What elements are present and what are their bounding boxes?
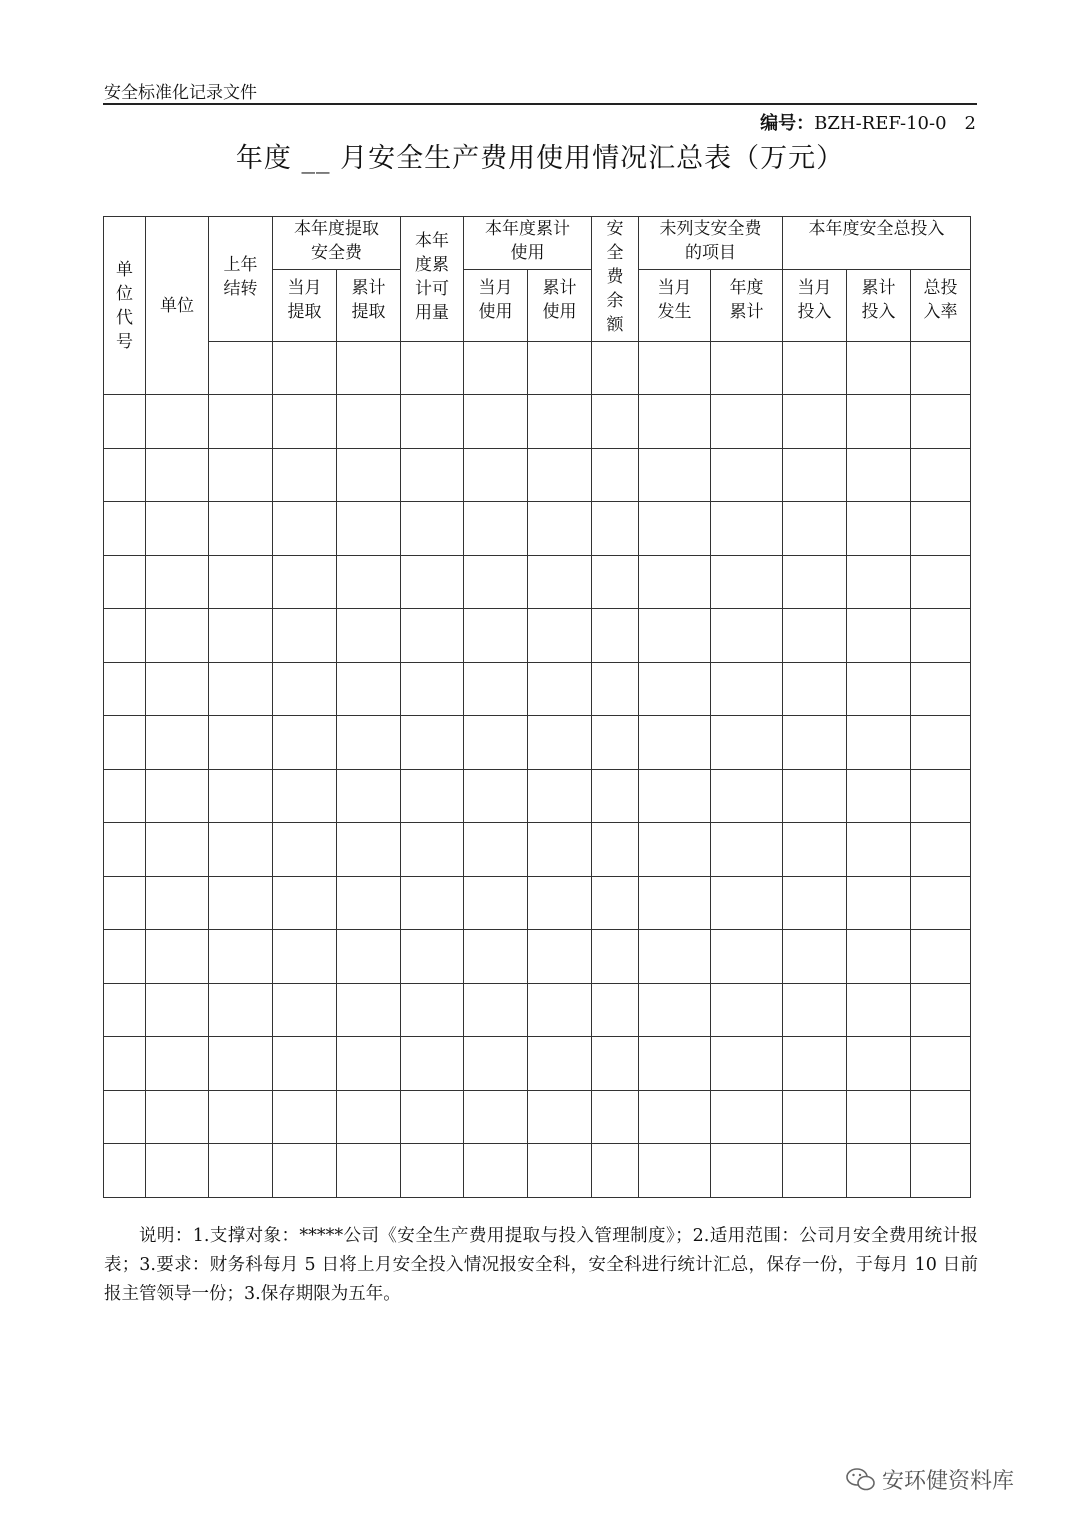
- table-cell[interactable]: [146, 555, 209, 609]
- table-cell[interactable]: [783, 395, 847, 449]
- table-row: [104, 448, 971, 502]
- table-cell[interactable]: [911, 983, 971, 1037]
- table-cell[interactable]: [401, 555, 464, 609]
- table-cell[interactable]: [401, 448, 464, 502]
- table-cell[interactable]: [783, 555, 847, 609]
- table-cell[interactable]: [337, 395, 401, 449]
- table-cell[interactable]: [911, 555, 971, 609]
- table-cell[interactable]: [528, 555, 592, 609]
- table-cell[interactable]: [401, 823, 464, 877]
- table-cell[interactable]: [209, 1037, 273, 1091]
- table-cell[interactable]: [783, 502, 847, 556]
- table-cell[interactable]: [104, 930, 146, 984]
- table-cell[interactable]: [528, 769, 592, 823]
- table-cell[interactable]: [104, 1090, 146, 1144]
- code-label: 编号：: [760, 113, 815, 134]
- table-cell[interactable]: [639, 1144, 711, 1198]
- table-row: [104, 662, 971, 716]
- table-cell[interactable]: [273, 930, 337, 984]
- table-cell[interactable]: [783, 609, 847, 663]
- table-cell[interactable]: [273, 716, 337, 770]
- table-cell[interactable]: [146, 448, 209, 502]
- table-cell[interactable]: [209, 930, 273, 984]
- table-cell[interactable]: [146, 876, 209, 930]
- table-cell[interactable]: [783, 1144, 847, 1198]
- table-cell[interactable]: [592, 555, 639, 609]
- table-cell[interactable]: [337, 502, 401, 556]
- table-cell[interactable]: [104, 662, 146, 716]
- table-cell[interactable]: [711, 823, 783, 877]
- table-cell[interactable]: [464, 983, 528, 1037]
- header-unit-code: 单 位 代 号: [104, 217, 146, 395]
- table-cell[interactable]: [209, 395, 273, 449]
- header-unit: 单位: [146, 217, 209, 395]
- subheader-cell: 总投 入率: [911, 270, 971, 342]
- table-cell[interactable]: [711, 609, 783, 663]
- table-cell[interactable]: [337, 716, 401, 770]
- table-cell[interactable]: [273, 448, 337, 502]
- table-cell[interactable]: [592, 662, 639, 716]
- table-cell[interactable]: [146, 395, 209, 449]
- table-cell[interactable]: [104, 1037, 146, 1091]
- subheader-cell: 累计 提取: [337, 270, 401, 342]
- table-cell[interactable]: [711, 395, 783, 449]
- table-cell[interactable]: [639, 876, 711, 930]
- table-cell[interactable]: [337, 930, 401, 984]
- table-cell[interactable]: [711, 769, 783, 823]
- page-title: 年度 __ 月安全生产费用使用情况汇总表（万元）: [235, 143, 845, 174]
- table-cell[interactable]: [911, 1090, 971, 1144]
- table-cell[interactable]: [528, 716, 592, 770]
- subheader-cell: 累计 使用: [528, 270, 592, 342]
- table-cell[interactable]: [464, 502, 528, 556]
- table-cell[interactable]: [783, 769, 847, 823]
- header-used: 本年度累计 使用: [464, 217, 592, 270]
- table-row: [104, 609, 971, 663]
- table-cell[interactable]: [711, 1090, 783, 1144]
- table-row: [104, 555, 971, 609]
- document-type-header: 安全标准化记录文件: [104, 83, 257, 103]
- table-cell[interactable]: [592, 1144, 639, 1198]
- table-cell[interactable]: [209, 609, 273, 663]
- table-cell[interactable]: [146, 983, 209, 1037]
- table-cell[interactable]: [401, 1090, 464, 1144]
- table-cell[interactable]: [401, 876, 464, 930]
- table-cell[interactable]: [592, 342, 639, 395]
- table-cell[interactable]: [104, 983, 146, 1037]
- table-row: [104, 395, 971, 449]
- table-cell[interactable]: [911, 876, 971, 930]
- table-cell[interactable]: [273, 876, 337, 930]
- table-cell[interactable]: [639, 716, 711, 770]
- table-cell[interactable]: [528, 823, 592, 877]
- table-cell[interactable]: [592, 823, 639, 877]
- table-cell[interactable]: [401, 609, 464, 663]
- table-cell[interactable]: [337, 609, 401, 663]
- table-cell[interactable]: [209, 876, 273, 930]
- table-cell[interactable]: [711, 930, 783, 984]
- table-cell[interactable]: [146, 823, 209, 877]
- table-cell[interactable]: [146, 1144, 209, 1198]
- subheader-cell: 当月 投入: [783, 270, 847, 342]
- table-cell[interactable]: [783, 876, 847, 930]
- table-cell[interactable]: [209, 983, 273, 1037]
- table-cell[interactable]: [711, 448, 783, 502]
- table-row: [104, 1037, 971, 1091]
- table-cell[interactable]: [711, 876, 783, 930]
- table-cell[interactable]: [337, 769, 401, 823]
- table-row: [104, 769, 971, 823]
- watermark: [846, 1464, 1014, 1495]
- table-row: [104, 716, 971, 770]
- table-cell[interactable]: [783, 930, 847, 984]
- table-cell[interactable]: [337, 876, 401, 930]
- table-cell[interactable]: [847, 448, 911, 502]
- table-cell[interactable]: [847, 876, 911, 930]
- table-row: [104, 1090, 971, 1144]
- table-cell[interactable]: [592, 609, 639, 663]
- table-cell[interactable]: [528, 395, 592, 449]
- table-cell[interactable]: [464, 662, 528, 716]
- table-cell[interactable]: [639, 769, 711, 823]
- table-cell[interactable]: [273, 502, 337, 556]
- table-cell[interactable]: [847, 983, 911, 1037]
- table-cell[interactable]: [104, 716, 146, 770]
- table-cell[interactable]: [847, 662, 911, 716]
- table-cell[interactable]: [911, 1144, 971, 1198]
- subheader-cell: 年度 累计: [711, 270, 783, 342]
- table-cell[interactable]: [528, 983, 592, 1037]
- table-cell[interactable]: [847, 930, 911, 984]
- table-cell[interactable]: [592, 769, 639, 823]
- table-cell[interactable]: [146, 769, 209, 823]
- table-cell[interactable]: [401, 502, 464, 556]
- table-cell[interactable]: [104, 823, 146, 877]
- table-cell[interactable]: [337, 342, 401, 395]
- table-cell[interactable]: [911, 662, 971, 716]
- table-cell[interactable]: [639, 395, 711, 449]
- table-cell[interactable]: [464, 716, 528, 770]
- table-cell[interactable]: [146, 609, 209, 663]
- table-cell[interactable]: [592, 1090, 639, 1144]
- table-cell[interactable]: [146, 662, 209, 716]
- table-cell[interactable]: [592, 983, 639, 1037]
- table-cell[interactable]: [847, 716, 911, 770]
- header-extracted: 本年度提取 安全费: [273, 217, 401, 270]
- table-cell[interactable]: [464, 769, 528, 823]
- table-cell[interactable]: [337, 1090, 401, 1144]
- table-cell[interactable]: [104, 769, 146, 823]
- table-cell[interactable]: [337, 662, 401, 716]
- table-cell[interactable]: [337, 1037, 401, 1091]
- table-cell[interactable]: [711, 342, 783, 395]
- table-cell[interactable]: [273, 1144, 337, 1198]
- table-cell[interactable]: [711, 716, 783, 770]
- table-cell[interactable]: [639, 1037, 711, 1091]
- table-row: [104, 502, 971, 556]
- table-cell[interactable]: [639, 342, 711, 395]
- table-cell[interactable]: [209, 716, 273, 770]
- table-cell[interactable]: [273, 823, 337, 877]
- table-cell[interactable]: [273, 395, 337, 449]
- table-cell[interactable]: [146, 930, 209, 984]
- table-cell[interactable]: [401, 930, 464, 984]
- table-cell[interactable]: [528, 342, 592, 395]
- table-cell[interactable]: [847, 555, 911, 609]
- table-cell[interactable]: [528, 502, 592, 556]
- table-cell[interactable]: [273, 555, 337, 609]
- table-cell[interactable]: [146, 1090, 209, 1144]
- table-cell[interactable]: [273, 342, 337, 395]
- table-cell[interactable]: [639, 609, 711, 663]
- table-cell[interactable]: [847, 1037, 911, 1091]
- table-cell[interactable]: [104, 448, 146, 502]
- table-cell[interactable]: [592, 395, 639, 449]
- table-cell[interactable]: [847, 502, 911, 556]
- table-cell[interactable]: [847, 823, 911, 877]
- table-cell[interactable]: [639, 502, 711, 556]
- table-cell[interactable]: [783, 1090, 847, 1144]
- table-cell[interactable]: [273, 1090, 337, 1144]
- table-row: [104, 983, 971, 1037]
- table-cell[interactable]: [711, 1144, 783, 1198]
- table-cell[interactable]: [783, 662, 847, 716]
- code-value: BZH-REF-10-0 2: [814, 113, 976, 134]
- table-cell[interactable]: [711, 502, 783, 556]
- table-cell[interactable]: [401, 769, 464, 823]
- table-cell[interactable]: [401, 716, 464, 770]
- header-last-year-carryover: 上年 结转: [209, 217, 273, 342]
- header-balance: 安 全 费 余 额: [592, 217, 639, 342]
- table-cell[interactable]: [104, 395, 146, 449]
- table-cell[interactable]: [711, 662, 783, 716]
- table-cell[interactable]: [528, 1144, 592, 1198]
- table-cell[interactable]: [639, 930, 711, 984]
- table-cell[interactable]: [711, 1037, 783, 1091]
- table-cell[interactable]: [911, 342, 971, 395]
- table-cell[interactable]: [146, 1037, 209, 1091]
- table-cell[interactable]: [639, 662, 711, 716]
- table-cell[interactable]: [783, 823, 847, 877]
- table-cell[interactable]: [401, 1037, 464, 1091]
- table-cell[interactable]: [639, 448, 711, 502]
- table-cell[interactable]: [592, 502, 639, 556]
- table-cell[interactable]: [464, 342, 528, 395]
- table-cell[interactable]: [592, 716, 639, 770]
- table-cell[interactable]: [783, 983, 847, 1037]
- table-cell[interactable]: [401, 395, 464, 449]
- table-cell[interactable]: [209, 662, 273, 716]
- table-cell[interactable]: [711, 555, 783, 609]
- table-cell[interactable]: [209, 823, 273, 877]
- table-cell[interactable]: [337, 823, 401, 877]
- table-cell[interactable]: [464, 823, 528, 877]
- table-cell[interactable]: [911, 930, 971, 984]
- table-cell[interactable]: [711, 983, 783, 1037]
- table-cell[interactable]: [911, 502, 971, 556]
- table-row: [104, 930, 971, 984]
- table-cell[interactable]: [639, 555, 711, 609]
- table-cell[interactable]: [528, 930, 592, 984]
- table-row: [104, 1144, 971, 1198]
- table-cell[interactable]: [847, 769, 911, 823]
- table-cell[interactable]: [464, 1144, 528, 1198]
- header-unlisted-items: 未列支安全费 的项目: [639, 217, 783, 270]
- table-cell[interactable]: [528, 1037, 592, 1091]
- table-cell[interactable]: [273, 1037, 337, 1091]
- table-cell[interactable]: [273, 662, 337, 716]
- table-cell[interactable]: [911, 448, 971, 502]
- subheader-cell: 累计 投入: [847, 270, 911, 342]
- table-cell[interactable]: [528, 1090, 592, 1144]
- table-cell[interactable]: [847, 342, 911, 395]
- table-cell[interactable]: [209, 1090, 273, 1144]
- table-cell[interactable]: [592, 1037, 639, 1091]
- table-cell[interactable]: [273, 609, 337, 663]
- table-cell[interactable]: [273, 983, 337, 1037]
- table-cell[interactable]: [146, 502, 209, 556]
- header-divider: [103, 103, 977, 105]
- table-cell[interactable]: [273, 769, 337, 823]
- table-cell[interactable]: [528, 662, 592, 716]
- table-cell[interactable]: [783, 342, 847, 395]
- table-cell[interactable]: [337, 555, 401, 609]
- subheader-cell: 当月 提取: [273, 270, 337, 342]
- table-cell[interactable]: [337, 1144, 401, 1198]
- table-cell[interactable]: [528, 448, 592, 502]
- table-cell[interactable]: [104, 502, 146, 556]
- table-cell[interactable]: [911, 1037, 971, 1091]
- table-cell[interactable]: [847, 609, 911, 663]
- table-cell[interactable]: [104, 1144, 146, 1198]
- table-cell[interactable]: [847, 395, 911, 449]
- table-cell[interactable]: [209, 1144, 273, 1198]
- table-cell[interactable]: [847, 1090, 911, 1144]
- table-cell[interactable]: [911, 769, 971, 823]
- table-cell[interactable]: [401, 983, 464, 1037]
- table-cell[interactable]: [639, 983, 711, 1037]
- table-cell[interactable]: [528, 876, 592, 930]
- table-cell[interactable]: [783, 1037, 847, 1091]
- table-cell[interactable]: [464, 609, 528, 663]
- table-cell[interactable]: [464, 1090, 528, 1144]
- subheader-cell: 当月 发生: [639, 270, 711, 342]
- wechat-icon: [846, 1467, 876, 1493]
- table-cell[interactable]: [911, 823, 971, 877]
- table-cell[interactable]: [464, 930, 528, 984]
- watermark-text: 安环健资料库: [882, 1469, 1015, 1494]
- table-cell[interactable]: [209, 342, 273, 395]
- table-cell[interactable]: [464, 876, 528, 930]
- table-cell[interactable]: [783, 716, 847, 770]
- table-cell[interactable]: [401, 1144, 464, 1198]
- note-text: 说明：1.支撑对象：*****公司《安全生产费用提取与投入管理制度》；2.适用范围：公司月安全费用统计报表；3.要求：财务科每月 5 日将上月安全投入情况报安全科，安全科进行统计汇总，保存一份，于每月 10 日前报主管领导一份；3.保存期限为五年。: [104, 1226, 978, 1304]
- table-cell[interactable]: [209, 769, 273, 823]
- table-cell[interactable]: [592, 448, 639, 502]
- table-cell[interactable]: [209, 502, 273, 556]
- table-cell[interactable]: [639, 823, 711, 877]
- table-cell[interactable]: [847, 1144, 911, 1198]
- summary-table: [103, 216, 971, 1198]
- table-cell[interactable]: [104, 609, 146, 663]
- table-cell[interactable]: [337, 983, 401, 1037]
- header-available: 本年 度累 计可 用量: [401, 217, 464, 342]
- table-cell[interactable]: [592, 930, 639, 984]
- table-cell[interactable]: [464, 1037, 528, 1091]
- table-cell[interactable]: [911, 395, 971, 449]
- table-cell[interactable]: [401, 342, 464, 395]
- table-cell[interactable]: [639, 1090, 711, 1144]
- table-cell[interactable]: [146, 716, 209, 770]
- table-cell[interactable]: [783, 448, 847, 502]
- subheader-cell: 当月 使用: [464, 270, 528, 342]
- table-cell[interactable]: [104, 876, 146, 930]
- table-cell[interactable]: [911, 716, 971, 770]
- table-cell[interactable]: [528, 609, 592, 663]
- table-cell[interactable]: [104, 555, 146, 609]
- document-code: [760, 109, 976, 135]
- table-cell[interactable]: [464, 395, 528, 449]
- header-total-investment: 本年度安全总投入: [783, 217, 971, 270]
- table-cell[interactable]: [209, 555, 273, 609]
- table-cell[interactable]: [401, 662, 464, 716]
- table-cell[interactable]: [209, 448, 273, 502]
- table-cell[interactable]: [337, 448, 401, 502]
- table-cell[interactable]: [464, 555, 528, 609]
- table-row: [104, 823, 971, 877]
- table-cell[interactable]: [592, 876, 639, 930]
- table-cell[interactable]: [464, 448, 528, 502]
- table-row: [104, 876, 971, 930]
- table-cell[interactable]: [911, 609, 971, 663]
